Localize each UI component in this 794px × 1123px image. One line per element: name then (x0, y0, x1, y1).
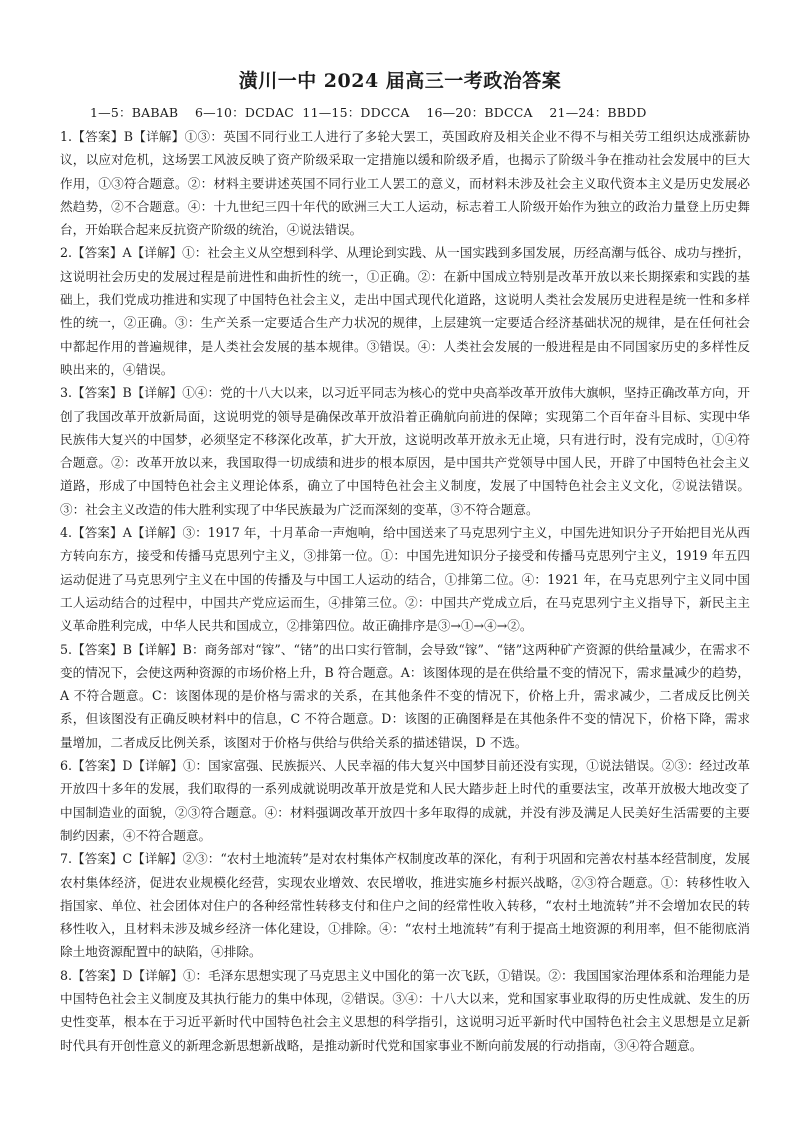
answer-item-head: 7.【答案】C【详解】 (60, 851, 183, 867)
answer-item-6 (60, 754, 750, 847)
answer-item-body: ①：毛泽东思想实现了马克思主义中国化的第一次飞跃，①错误。②：我国国家治理体系和治理能力是中国特色社会主义制度及其执行能力的集中体现，②错误。③④：十八大以来，党和国家事业取得的历史性成就、发生的历史性变革，根本在于习近平新时代中国特色社会主义思想的科学指引，这说明习近平新时代中国特色社会主义思想是立足新时代具有开创性意义的新理念新思想新战略，是推动新时代党和国家事业不断向前发展的行动指南，③④符合题意。 (60, 967, 751, 1053)
answer-item-body: ①③：英国不同行业工人进行了多轮大罢工，英国政府及相关企业不得不与相关劳工组织达成涨薪协议，以应对危机，这场罢工风波反映了资产阶级采取一定措施以缓和阶级矛盾，也揭示了阶级斗争在推动社会发展中的巨大作用，①③符合题意。②：材料主要讲述英国不同行业工人罢工的意义，而材料未涉及社会主义取代资本主义是历史发展必然趋势，②不合题意。④：十九世纪三四十年代的欧洲三大工人运动，标志着工人阶级开始作为独立的政治力量登上历史舞台，开始联合起来反抗资产阶级的统治，④说法错误。 (60, 129, 750, 238)
answer-item-8 (60, 964, 750, 1057)
answer-item-head: 2.【答案】A【详解】 (60, 245, 183, 261)
answer-item-body: ②③：“农村土地流转”是对农村集体产权制度改革的深化，有利于巩固和完善农村基本经营制度，发展农村集体经济，促进农业规模化经营，实现农业增效、农民增收，推进实施乡村振兴战略，②③符合题意。①：转移性收入指国家、单位、社会团体对住户的各种经常性转移支付和住户之间的经常性收入转移，“农村土地流转”并不会增加农民的转移性收入，且材料未涉及城乡经济一体化建设，①排除。④：“农村土地流转”有利于提高土地资源的利用率，但不能彻底消除土地资源配置中的缺陷，④排除。 (60, 851, 750, 960)
answer-item-body: ①：国家富强、民族振兴、人民幸福的伟大复兴中国梦目前还没有实现，①说法错误。②③：经过改革开放四十多年的发展，我们取得的一系列成就说明改革开放是党和人民大踏步赶上时代的重要法宝，改革开放极大地改变了中国制造业的面貌，②③符合题意。④：材料强调改革开放四十多年取得的成就，并没有涉及满足人民美好生活需要的主要制约因素，④不符合题意。 (60, 758, 751, 843)
answer-item-body: ①④：党的十八大以来，以习近平同志为核心的党中央高举改革开放伟大旗帜，坚持正确改革方向，开创了我国改革开放新局面，这说明党的领导是确保改革开放沿着正确航向前进的保障；实现第二个百年奋斗目标、实现中华民族伟大复兴的中国梦，必须坚定不移深化改革，扩大开放，这说明改革开放永无止境，只有进行时，没有完成时，①④符合题意。②：改革开放以来，我国取得一切成绩和进步的根本原因，是中国共产党领导中国人民，开辟了中国特色社会主义道路，形成了中国特色社会主义理论体系，确立了中国特色社会主义制度，发展了中国特色社会主义文化，②说法错误。③：社会主义改造的伟大胜利实现了中华民族最为广泛而深刻的变革，③不符合题意。 (60, 385, 751, 517)
answer-item-head: 4.【答案】A【详解】 (60, 525, 183, 541)
answer-item-body: ①：社会主义从空想到科学、从理论到实践、从一国实践到多国发展，历经高潮与低谷、成功与挫折，这说明社会历史的发展过程是前进性和曲折性的统一，①正确。②：在新中国成立特别是改革开放以来长期探索和实践的基础上，我们党成功推进和实现了中国特色社会主义，走出中国式现代化道路，这说明人类社会发展历史进程是统一性和多样性的统一，②正确。③：生产关系一定要适合生产力状况的规律，上层建筑一定要适合经济基础状况的规律，是在任何社会中都起作用的普遍规律，是人类社会发展的基本规律。③错误。④：人类社会发展的一般进程是由不同国家历史的多样性反映出来的，④错误。 (60, 245, 750, 377)
answer-item-head: 5.【答案】B【详解】 (60, 641, 183, 657)
answer-item-3 (60, 381, 750, 521)
answer-item-head: 8.【答案】D【详解】 (60, 967, 183, 983)
answer-key-summary: 1—5：BABAB 6—10：DCDAC 11—15：DDCCA 16—20：BDCCA 21—24：BBDD (90, 105, 647, 120)
answer-item-head: 1.【答案】B【详解】 (60, 129, 185, 144)
answer-item-1 (60, 125, 750, 241)
answer-item-head: 3.【答案】B【详解】 (60, 385, 183, 401)
page-title: 潢川一中 2024 届高三一考政治答案 (238, 70, 562, 92)
answer-item-2 (60, 241, 750, 381)
answer-item-5 (60, 638, 750, 754)
answer-item-head: 6.【答案】D【详解】 (60, 758, 183, 774)
answer-item-4 (60, 521, 750, 637)
answer-item-7 (60, 847, 750, 963)
answer-item-body: ③：1917 年，十月革命一声炮响，给中国送来了马克思列宁主义，中国先进知识分子开始把目光从西方转向东方，接受和传播马克思列宁主义，③排第一位。①：中国先进知识分子接受和传播马克思列宁主义，1919 年五四运动促进了马克思列宁主义在中国的传播及与中国工人运动的结合，①排第二位。④：1921 年，在马克思列宁主义同中国工人运动结合的过程中，中国共产党应运而生，④排第三位。②：中国共产党成立后，在马克思列宁主义指导下，新民主主义革命胜利完成，中华人民共和国成立，②排第四位。故正确排序是③→①→④→②。 (60, 525, 750, 634)
answer-item-body: B：商务部对“镓”、“锗”的出口实行管制，会导致“镓”、“锗”这两种矿产资源的供给量减少，在需求不变的情况下，会使这两种资源的市场价格上升，B 符合题意。A：该图体现的是在供给量不变的情况下，需求量减少的趋势，A 不符合题意。C：该图体现的是价格与需求的关系，在其他条件不变的情况下，价格上升，需求减少，二者成反比例关系，但该图没有正确反映材料中的信息，C 不符合题意。D：该图的正确图释是在其他条件不变的情况下，价格下降，需求量增加，二者成反比例关系，该图对于价格与供给与供给关系的描述错误，D 不选。 (60, 641, 750, 750)
